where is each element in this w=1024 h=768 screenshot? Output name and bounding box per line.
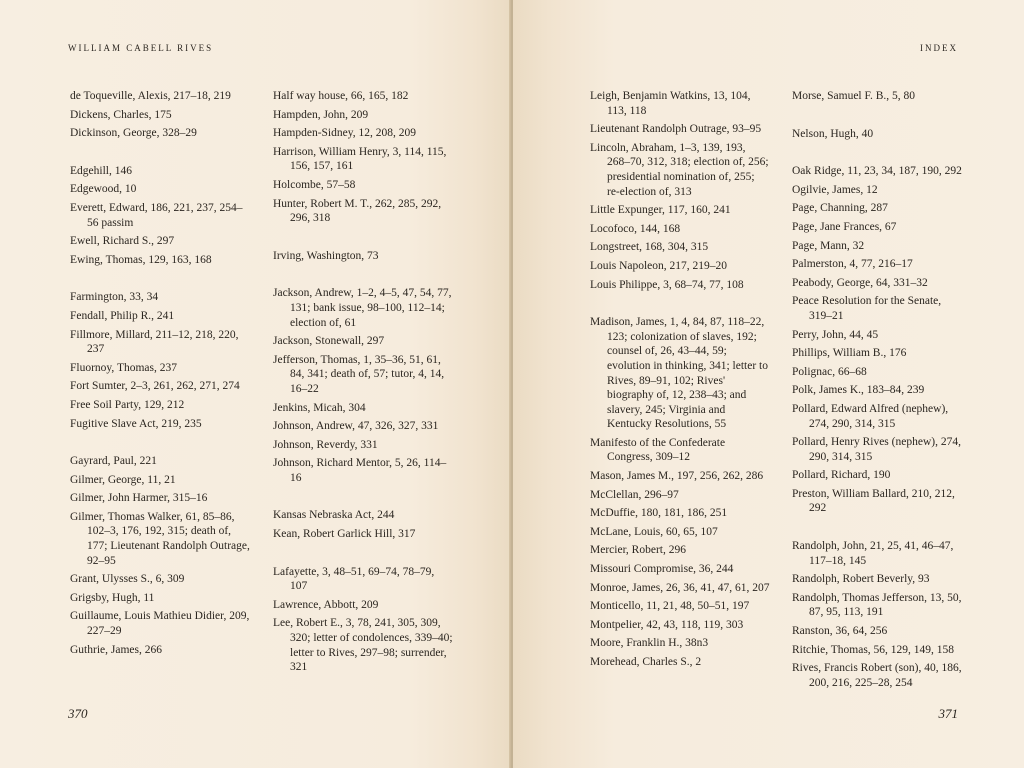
- index-entry: Rives, Francis Robert (son), 40, 186, 200, 216, 225–28, 254: [792, 662, 962, 689]
- index-entry: Ranston, 36, 64, 256: [792, 625, 888, 638]
- index-entry: Free Soil Party, 129, 212: [70, 398, 185, 411]
- index-entry: Locofoco, 144, 168: [590, 222, 681, 235]
- index-entry: Oak Ridge, 11, 23, 34, 187, 190, 292: [792, 165, 962, 178]
- index-entry: Fluornoy, Thomas, 237: [70, 361, 178, 374]
- index-entry: Peace Resolution for the Senate, 319–21: [792, 295, 942, 322]
- index-entry: Leigh, Benjamin Watkins, 13, 104, 113, 118: [590, 90, 751, 117]
- index-column: [590, 89, 770, 674]
- index-entry: Ewing, Thomas, 129, 163, 168: [70, 253, 212, 266]
- index-entry: McLane, Louis, 60, 65, 107: [590, 525, 718, 538]
- index-entry: Holcombe, 57–58: [273, 178, 356, 191]
- index-entry: Pollard, Henry Rives (nephew), 274, 290, 314, 315: [792, 436, 961, 463]
- index-entry: Gilmer, John Harmer, 315–16: [70, 492, 208, 505]
- index-entry: Ogilvie, James, 12: [792, 183, 878, 196]
- index-entry: Johnson, Reverdy, 331: [273, 438, 378, 451]
- index-entry: Grant, Ulysses S., 6, 309: [70, 573, 185, 586]
- index-column: [792, 89, 964, 694]
- index-entry: Manifesto of the Confederate Congress, 309–12: [590, 436, 726, 464]
- index-entry: Fort Sumter, 2–3, 261, 262, 271, 274: [70, 380, 240, 393]
- index-entry: Moore, Franklin H., 38n3: [590, 637, 709, 650]
- index-entry: Johnson, Andrew, 47, 326, 327, 331: [273, 420, 439, 433]
- page-number: 371: [938, 706, 958, 721]
- index-entry: Jackson, Stonewall, 297: [273, 335, 385, 348]
- index-entry: Jefferson, Thomas, 1, 35–36, 51, 61, 84, 341; death of, 57; tutor, 4, 14, 16–22: [273, 353, 445, 395]
- letter-group-gap: [273, 546, 453, 565]
- index-entry: Lafayette, 3, 48–51, 69–74, 78–79, 107: [273, 565, 435, 593]
- index-entry: Harrison, William Henry, 3, 114, 115, 156, 157, 161: [273, 145, 447, 173]
- index-entry: Randolph, Thomas Jefferson, 13, 50, 87, 95, 113, 191: [792, 591, 962, 619]
- index-entry: Phillips, William B., 176: [792, 347, 907, 360]
- index-entry: Page, Channing, 287: [792, 202, 888, 215]
- index-entry: Monroe, James, 26, 36, 41, 47, 61, 207: [590, 581, 770, 594]
- index-entry: Jackson, Andrew, 1–2, 4–5, 47, 54, 77, 131; bank issue, 98–100, 112–14; election of, 61: [273, 287, 452, 329]
- index-entry: Edgewood, 10: [70, 183, 137, 196]
- index-entry: Lee, Robert E., 3, 78, 241, 305, 309, 320; letter of condolences, 339–40; letter to Rives, 297–98; surrender, 321: [273, 617, 453, 674]
- index-entry: Page, Mann, 32: [792, 239, 865, 252]
- letter-group-gap: [70, 145, 250, 164]
- index-entry: Randolph, John, 21, 25, 41, 46–47, 117–18, 145: [792, 540, 954, 567]
- index-entry: Kansas Nebraska Act, 244: [273, 509, 395, 522]
- index-entry: Louis Napoleon, 217, 219–20: [590, 259, 728, 272]
- index-entry: Kean, Robert Garlick Hill, 317: [273, 528, 416, 541]
- letter-group-gap: [273, 230, 453, 249]
- index-entry: Perry, John, 44, 45: [792, 328, 879, 341]
- index-entry: Dickinson, George, 328–29: [70, 127, 197, 140]
- index-entry: Fillmore, Millard, 211–12, 218, 220, 237: [70, 328, 239, 356]
- index-entry: Palmerston, 4, 77, 216–17: [792, 258, 913, 271]
- index-entry: Ritchie, Thomas, 56, 129, 149, 158: [792, 643, 955, 656]
- page-number: 370: [68, 706, 88, 721]
- index-entry: Morse, Samuel F. B., 5, 80: [792, 90, 916, 102]
- index-entry: Lieutenant Randolph Outrage, 93–95: [590, 123, 762, 136]
- index-entry: Irving, Washington, 73: [273, 249, 379, 262]
- index-entry: Montpelier, 42, 43, 118, 119, 303: [590, 618, 744, 631]
- letter-group-gap: [273, 267, 453, 286]
- index-column: [273, 89, 453, 679]
- index-entry: Farmington, 33, 34: [70, 291, 159, 304]
- index-entry: Gayrard, Paul, 221: [70, 455, 157, 468]
- letter-group-gap: [70, 271, 250, 290]
- letter-group-gap: [70, 435, 250, 454]
- index-entry: Gilmer, George, 11, 21: [70, 473, 176, 486]
- index-entry: Preston, William Ballard, 210, 212, 292: [792, 487, 955, 515]
- index-entry: Morehead, Charles S., 2: [590, 656, 702, 668]
- running-head: WILLIAM CABELL RIVES: [68, 43, 214, 53]
- index-entry: Pollard, Richard, 190: [792, 469, 891, 482]
- index-entry: Missouri Compromise, 36, 244: [590, 563, 734, 576]
- index-entry: Mason, James M., 197, 256, 262, 286: [590, 470, 764, 483]
- index-entry: de Toqueville, Alexis, 217–18, 219: [70, 90, 231, 102]
- index-entry: Gilmer, Thomas Walker, 61, 85–86, 102–3, 176, 192, 315; death of, 177; Lieutenant Randolph Outrage, 92–95: [70, 510, 250, 567]
- right-page: [513, 0, 1024, 768]
- index-entry: Guthrie, James, 266: [70, 643, 162, 656]
- index-entry: Little Expunger, 117, 160, 241: [590, 204, 731, 217]
- index-entry: Hunter, Robert M. T., 262, 285, 292, 296, 318: [273, 197, 442, 225]
- index-entry: McDuffie, 180, 181, 186, 251: [590, 507, 728, 520]
- index-entry: Guillaume, Louis Mathieu Didier, 209, 227–29: [70, 610, 250, 638]
- index-entry: Monticello, 11, 21, 48, 50–51, 197: [590, 600, 750, 613]
- index-entry: Mercier, Robert, 296: [590, 544, 686, 557]
- running-head: INDEX: [920, 43, 958, 53]
- index-entry: Pollard, Edward Alfred (nephew), 274, 290, 314, 315: [792, 402, 949, 430]
- index-entry: Madison, James, 1, 4, 84, 87, 118–22, 123; colonization of slaves, 192; counsel of, 26, 43–44, 59; evolution in thinking, 341; letter to Rives, 89–91, 102; Rives' biography of, 12, 238–43; and slavery, 245; Virginia and Kentucky Resolutions, 55: [590, 316, 768, 431]
- index-entry: Peabody, George, 64, 331–32: [792, 276, 928, 289]
- index-entry: Everett, Edward, 186, 221, 237, 254–56 passim: [70, 201, 243, 229]
- index-entry: Half way house, 66, 165, 182: [273, 90, 409, 102]
- index-entry: McClellan, 296–97: [590, 488, 679, 501]
- index-entry: Grigsby, Hugh, 11: [70, 591, 155, 604]
- index-entry: Jenkins, Micah, 304: [273, 401, 366, 414]
- index-entry: Dickens, Charles, 175: [70, 108, 172, 121]
- index-entry: Fugitive Slave Act, 219, 235: [70, 417, 202, 430]
- index-entry: Polk, James K., 183–84, 239: [792, 384, 925, 397]
- index-entry: Page, Jane Frances, 67: [792, 220, 897, 233]
- index-entry: Lawrence, Abbott, 209: [273, 598, 379, 611]
- index-entry: Edgehill, 146: [70, 164, 132, 177]
- letter-group-gap: [792, 145, 964, 164]
- index-entry: Louis Philippe, 3, 68–74, 77, 108: [590, 278, 744, 291]
- index-entry: Longstreet, 168, 304, 315: [590, 241, 709, 254]
- index-entry: Hampden-Sidney, 12, 208, 209: [273, 127, 416, 140]
- left-page: [0, 0, 511, 768]
- index-entry: Nelson, Hugh, 40: [792, 127, 874, 140]
- index-entry: Johnson, Richard Mentor, 5, 26, 114–16: [273, 457, 447, 484]
- letter-group-gap: [792, 520, 964, 539]
- letter-group-gap: [590, 296, 770, 315]
- index-entry: Randolph, Robert Beverly, 93: [792, 573, 930, 586]
- index-entry: Fendall, Philip R., 241: [70, 309, 175, 322]
- letter-group-gap: [792, 108, 964, 127]
- index-entry: Lincoln, Abraham, 1–3, 139, 193, 268–70, 312, 318; election of, 256; presidential nomination of, 255; re-election of, 313: [590, 141, 769, 198]
- index-entry: Ewell, Richard S., 297: [70, 235, 175, 248]
- index-entry: Hampden, John, 209: [273, 108, 369, 121]
- index-column: [70, 89, 250, 661]
- index-entry: Polignac, 66–68: [792, 365, 867, 378]
- letter-group-gap: [273, 489, 453, 508]
